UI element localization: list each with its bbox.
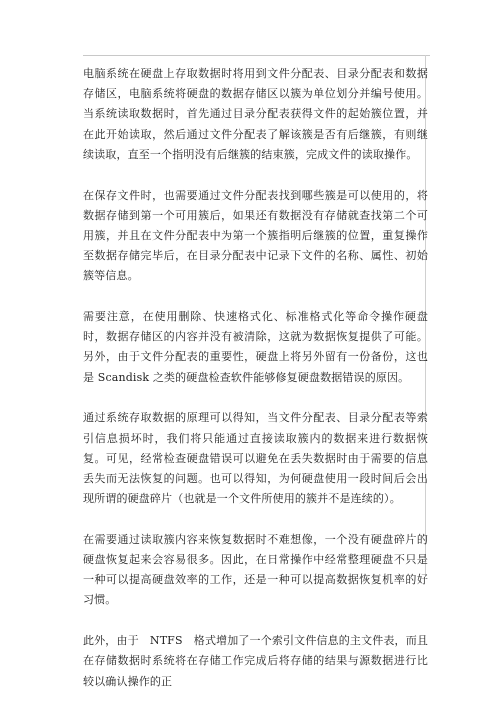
- paragraph-index-damage: 通过系统存取数据的原理可以得知，当文件分配表、目录分配表等索引信息损坏时，我们将只能通过直接读取簇内的数据来进行数据恢复。可见，经常检查硬盘错误可以避免在丢失数据时由于需要的信息丢失而无法恢复的问题。也可以得知，为何硬盘使用一段时间后会出现所谓的硬盘碎片（也就是一个文件所使用的簇并不是连续的）。: [83, 411, 428, 506]
- paragraph-defragmentation: 在需要通过读取簇内容来恢复数据时不难想像，一个没有硬盘碎片的硬盘恢复起来会容易很多。因此，在日常操作中经常整理硬盘不只是一种可以提高硬盘效率的工作，还是一种可以提高数据恢复机率的好习惯。: [83, 532, 428, 607]
- paragraph-file-reading: 电脑系统在硬盘上存取数据时将用到文件分配表、目录分配表和数据存储区，电脑系统将硬盘的数据存储区以簇为单位划分并编号使用。当系统读取数据时，首先通过目录分配表获得文件的起始簇位置，并在此开始读取，然后通过文件分配表了解该簇是否有后继簇，有则继续读取，直至一个指明没有后继簇的结束簇，完成文件的读取操作。: [83, 67, 428, 161]
- top-divider: [83, 55, 430, 56]
- paragraph-file-saving: 在保存文件时，也需要通过文件分配表找到哪些簇是可以使用的，将数据存储到第一个可用簇后，如果还有数据没有存储就查找第二个可用簇，并且在文件分配表中为第一个簇指明后继簇的位置，重复操作至数据存储完毕后，在目录分配表中记录下文件的名称、属性、初始簇等信息。: [83, 188, 428, 283]
- document-body: [83, 64, 428, 712]
- paragraph-ntfs: 此外，由于 NTFS 格式增加了一个索引文件信息的主文件表，而且在存储数据时系统将在存储工作完成后将存储的结果与源数据进行比较以确认操作的正: [83, 634, 428, 688]
- paragraph-recovery-possibility: 需要注意，在使用删除、快速格式化、标准格式化等命令操作硬盘时，数据存储区的内容并没有被清除，这就为数据恢复提供了可能。另外，由于文件分配表的重要性，硬盘上将另外留有一份备份，这也是 Scandisk 之类的硬盘检查软件能够修复硬盘数据错误的原因。: [83, 310, 428, 384]
